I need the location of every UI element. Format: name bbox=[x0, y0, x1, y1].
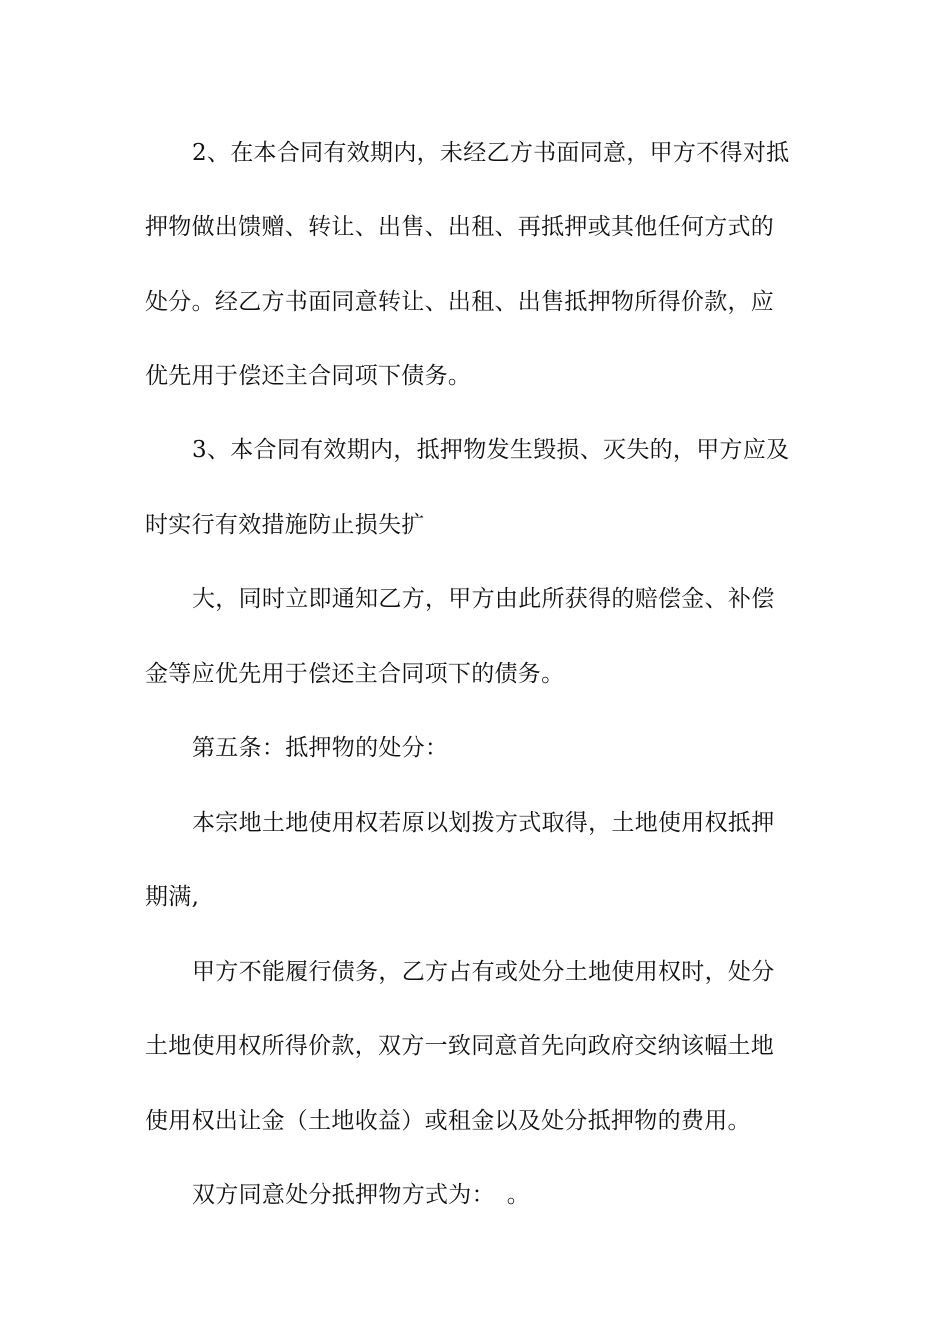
article-5-para-3-line-1: 双方同意处分抵押物方式为： 。 bbox=[192, 1182, 530, 1208]
paragraph-3b-line-2: 金等应优先用于偿还主合同项下的债务。 bbox=[145, 661, 565, 687]
paragraph-2-line-1: 2、在本合同有效期内，未经乙方书面同意，甲方不得对抵 bbox=[192, 140, 790, 166]
paragraph-2-line-4: 优先用于偿还主合同项下债务。 bbox=[145, 363, 472, 389]
paragraph-2-line-2: 押物做出馈赠、转让、出售、出租、再抵押或其他任何方式的 bbox=[145, 214, 775, 240]
paragraph-3b-line-1: 大，同时立即通知乙方，甲方由此所获得的赔偿金、补偿 bbox=[192, 586, 775, 612]
paragraph-2-line-3: 处分。经乙方书面同意转让、出租、出售抵押物所得价款，应 bbox=[145, 289, 775, 315]
article-5-para-2-line-3: 使用权出让金（土地收益）或租金以及处分抵押物的费用。 bbox=[145, 1108, 751, 1134]
paragraph-3-line-2: 时实行有效措施防止损失扩 bbox=[145, 512, 425, 538]
article-5-para-1-line-1: 本宗地土地使用权若原以划拨方式取得，土地使用权抵押 bbox=[192, 810, 775, 836]
article-5-para-1-line-2: 期满, bbox=[145, 884, 200, 910]
article-5-para-2-line-2: 土地使用权所得价款，双方一致同意首先向政府交纳该幅土地 bbox=[145, 1033, 775, 1059]
paragraph-3-line-1: 3、本合同有效期内，抵押物发生毁损、灭失的，甲方应及 bbox=[192, 437, 790, 463]
article-5-heading: 第五条：抵押物的处分： bbox=[192, 735, 449, 761]
article-5-para-2-line-1: 甲方不能履行债务，乙方占有或处分土地使用权时，处分 bbox=[192, 959, 775, 985]
